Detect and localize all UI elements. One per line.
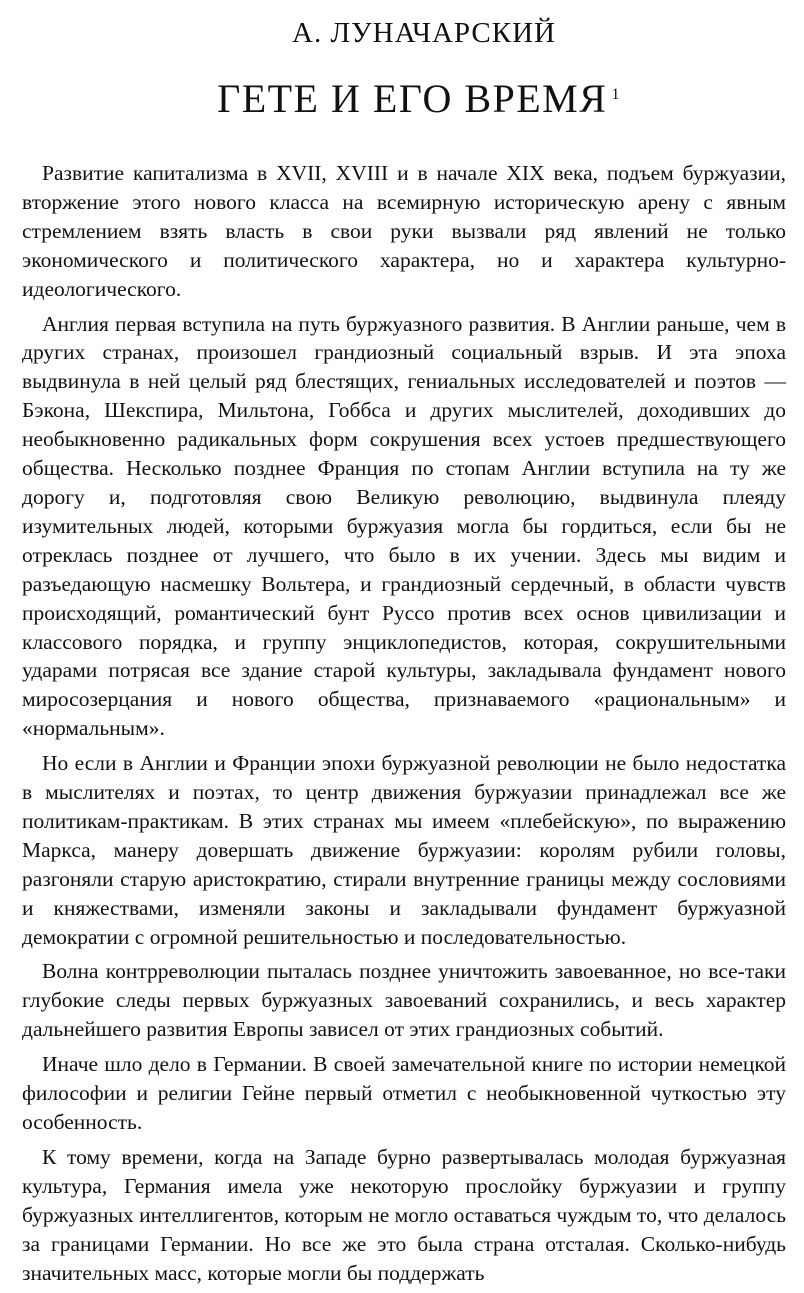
author-name: А. ЛУНАЧАРСКИЙ: [292, 17, 556, 49]
paragraph: Но если в Англии и Франции эпохи буржуазной революции не было недостатка в мыслителях и поэтах, то центр движения буржуазии принадлежал все же политикам-практикам. В этих странах мы имеем «плебейскую», по выражению Маркса, манеру довершать движение буржуазии: королям рубили головы, разгоняли старую аристократию, стирали внутренние границы между сословиями и княжествами, изменяли законы и закладывали фундамент буржуазной демократии с огромной решительностью и последовательностью.: [22, 751, 786, 949]
paragraph: Иначе шло дело в Германии. В своей замечательной книге по истории немецкой философии и религии Гейне первый отметил с необыкновенной чуткостью эту особенность.: [22, 1052, 786, 1134]
document-page: [22, 14, 786, 1293]
paragraph: Волна контрреволюции пыталась позднее уничтожить завоеванное, но все-таки глубокие следы первых буржуазных завоеваний сохранились, и весь характер дальнейшего развития Европы зависел от этих грандиозных событий.: [22, 959, 786, 1042]
paragraph: Развитие капитализма в XVII, XVIII и в начале XIX века, подъем буржуазии, вторжение этого нового класса на всемирную историческую арену с явным стремлением взять власть в свои руки вызвали ряд явлений не только экономического и политического характера, но и характера культурно-идеологического.: [22, 161, 786, 301]
article-title: [22, 76, 786, 126]
paragraph: Англия первая вступила на путь буржуазного развития. В Англии раньше, чем в других странах, произошел грандиозный социальный взрыв. И эта эпоха выдвинула в ней целый ряд блестящих, гениальных исследователей и поэтов — Бэкона, Шекспира, Мильтона, Гоббса и других мыслителей, доходивших до необыкновенно радикальных форм сокрушения всех устоев предшествующего общества. Несколько позднее Франция по стопам Англии вступила на ту же дорогу и, подготовляя свою Великую революцию, выдвинула плеяду изумительных людей, которыми буржуазия могла бы гордиться, если бы не отреклась позднее от лучшего, что было в их учении. Здесь мы видим и разъедающую насмешку Вольтера, и грандиозный сердечный, в области чувств происходящий, романтический бунт Руссо против всех основ цивилизации и классового порядка, и группу энциклопедистов, которая, сокрушительными ударами потрясая все здание старой культуры, закладывала фундамент нового миросозерцания и нового общества, признаваемого «рациональным» и «нормальным».: [22, 311, 786, 741]
footnote-marker[interactable]: 1: [611, 86, 621, 103]
article-body: [22, 159, 786, 1287]
paragraph: К тому времени, когда на Западе бурно развертывалась молодая буржуазная культура, Германия имела уже некоторую прослойку буржуазии и группу буржуазных интеллигентов, которым не могло оставаться чуждым то, что делалось за границами Германии. Но все же это была страна отсталая. Сколько-нибудь значительных масс, которые могли бы поддержать: [22, 1144, 786, 1285]
article-title-text: ГЕТЕ И ЕГО ВРЕМЯ: [217, 76, 608, 121]
